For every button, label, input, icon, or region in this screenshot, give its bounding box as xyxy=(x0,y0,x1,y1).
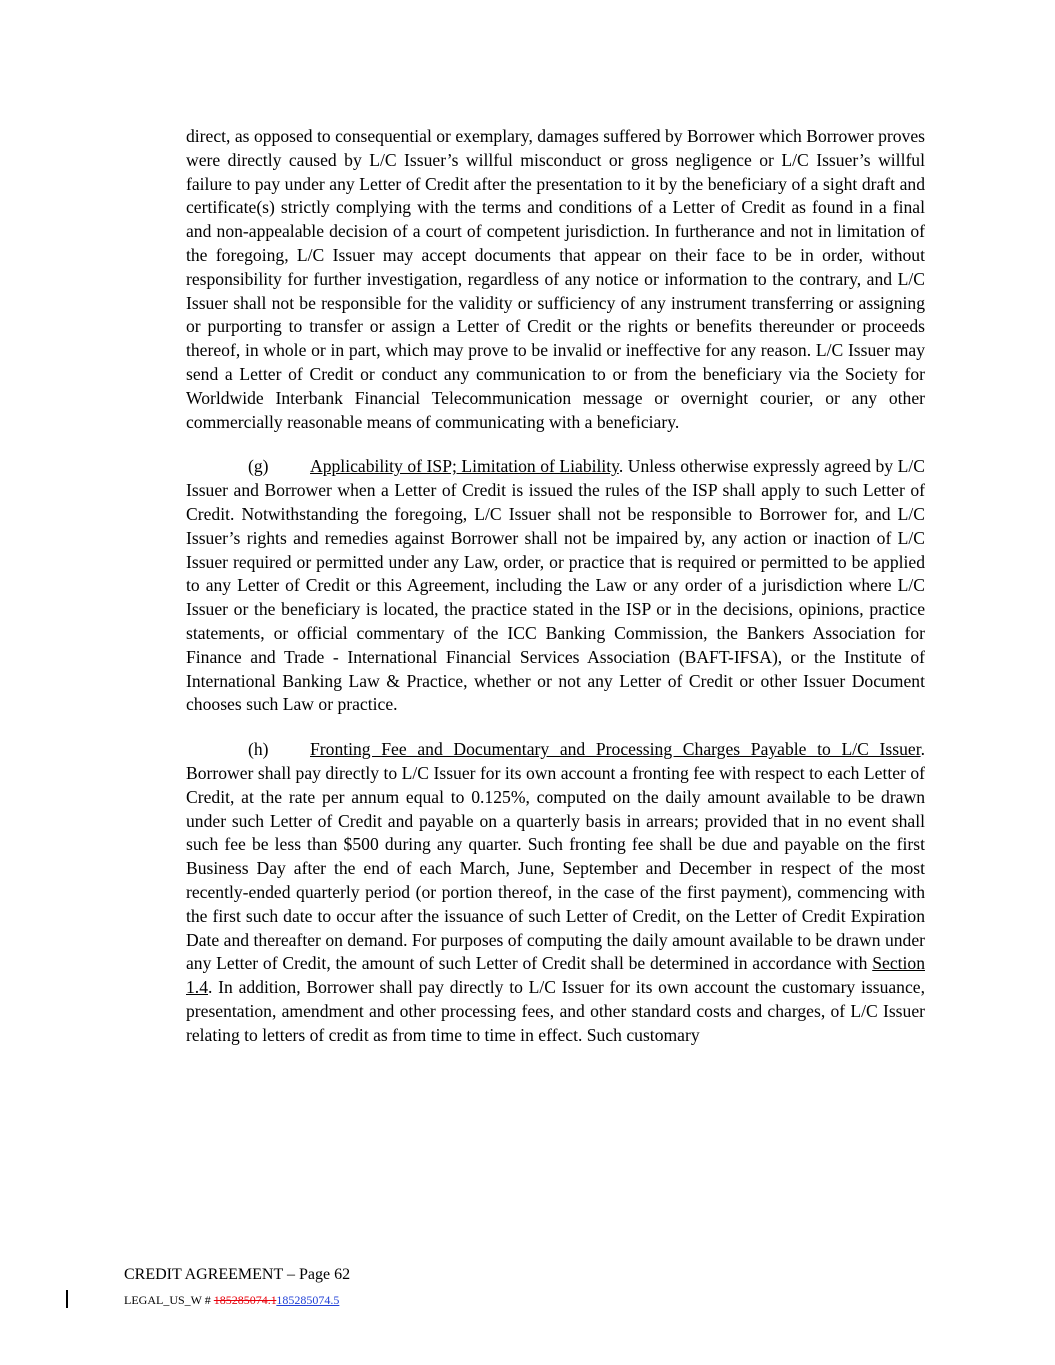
paragraph-g-body: . Unless otherwise expressly agreed by L/C Issuer and Borrower when a Letter of Credit is issued the rules of the ISP shall apply to such Letter of Credit. Notwithstanding the foregoing, L/C Issuer shall not be responsible to Borrower for, and L/C Issuer’s rights and remedies against Borrower shall not be impaired by, any action or inaction of L/C Issuer required or permitted under any Law, order, or practice that is required or permitted to be applied to any Letter of Credit or this Agreement, including the Law or any order of a jurisdiction where L/C Issuer or the beneficiary is located, the practice stated in the ISP or in the decisions, opinions, practice statements, or official commentary of the ICC Banking Commission, the Bankers Association for Finance and Trade - International Financial Services Association (BAFT-IFSA), or the Institute of International Banking Law & Practice, whether or not any Letter of Credit or other Issuer Document chooses such Law or practice. xyxy=(186,456,926,715)
paragraph-h-heading: Fronting Fee and Documentary and Processing Charges Payable to L/C Issuer xyxy=(310,739,921,760)
paragraph-g-number: (g) xyxy=(248,456,269,477)
footer-page-title: CREDIT AGREEMENT – Page 62 xyxy=(124,1266,351,1283)
revision-change-bar xyxy=(66,1290,68,1308)
paragraph-h-body-2: . In addition, Borrower shall pay directly to L/C Issuer for its own account the customary issuance, presentation, amendment and other processing fees, and other standard costs and charges, of L/C Issuer relating to letters of credit as from time to time in effect. Such customary xyxy=(186,977,925,1045)
inserted-document-number: 185285074.5 xyxy=(276,1293,340,1307)
paragraph-continuation: direct, as opposed to consequential or exemplary, damages suffered by Borrower which Borrower proves were directly caused by L/C Issuer’s willful misconduct or gross negligence or L/C Issuer’s willful failure to pay under any Letter of Credit after the presentation to it by the beneficiary of a sight draft and certificate(s) strictly complying with the terms and conditions of a Letter of Credit as found in a final and non-appealable decision of a court of competent jurisdiction. In furtherance and not in limitation of the foregoing, L/C Issuer may accept documents that appear on their face to be in order, without responsibility for further investigation, regardless of any notice or information to the contrary, and L/C Issuer shall not be responsible for the validity or sufficiency of any instrument transferring or assigning or purporting to transfer or assign a Letter of Credit or the rights or benefits thereunder or proceeds thereof, in whole or in part, which may prove to be invalid or ineffective for any reason. L/C Issuer may send a Letter of Credit or conduct any communication to or from the beneficiary via the Society for Worldwide Interbank Financial Telecommunication message or overnight courier, or any other commercially reasonable means of communicating with a beneficiary. xyxy=(186,126,925,432)
paragraph-h-body-1: . Borrower shall pay directly to L/C Issuer for its own account a fronting fee with respect to each Letter of Credit, at the rate per annum equal to 0.125%, computed on the daily amount available to be drawn under such Letter of Credit and payable on a quarterly basis in arrears; provided that in no event shall such fee be less than $500 during any quarter. Such fronting fee shall be due and payable on the first Business Day after the end of each March, June, September and December in respect of the most recently-ended quarterly period (or portion thereof, in the case of the first payment), commencing with the first such date to occur after the issuance of such Letter of Credit, on the Letter of Credit Expiration Date and thereafter on demand. For purposes of computing the daily amount available to be drawn under any Letter of Credit, the amount of such Letter of Credit shall be determined in accordance with xyxy=(186,739,925,974)
section-reference: Section 1.4 xyxy=(186,953,925,998)
paragraph-h-number: (h) xyxy=(248,739,269,760)
paragraph-g-heading: Applicability of ISP; Limitation of Liability xyxy=(310,456,619,477)
paragraph-g xyxy=(186,455,925,717)
document-body xyxy=(186,125,925,1068)
deleted-document-number: 185285074.1 xyxy=(213,1293,277,1307)
document-id-prefix: LEGAL_US_W # xyxy=(124,1293,214,1307)
paragraph-h xyxy=(186,738,925,1047)
footer-document-id xyxy=(124,1293,339,1308)
